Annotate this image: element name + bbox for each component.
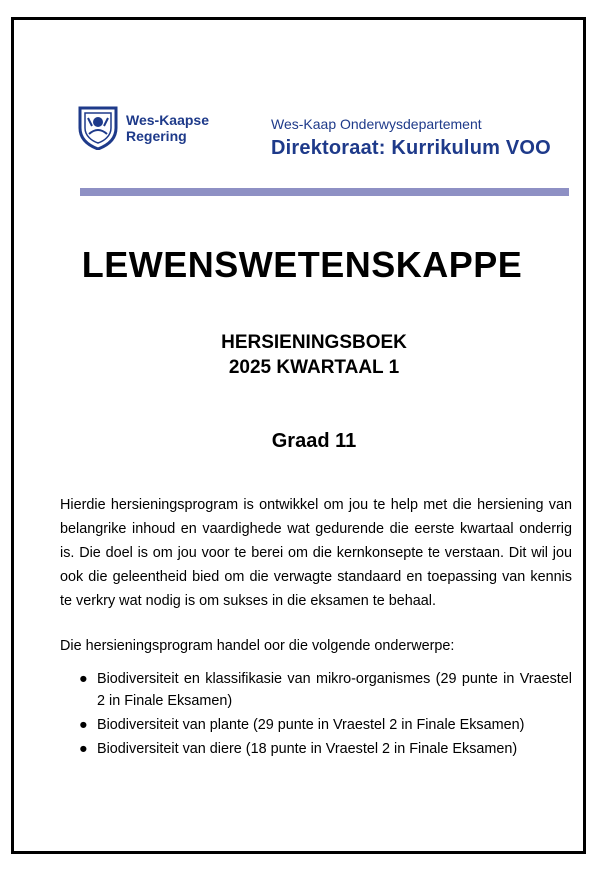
logo-text (126, 112, 209, 144)
coat-of-arms-icon (76, 104, 120, 150)
topics-intro: Die hersieningsprogram handel oor die volgende onderwerpe: (60, 638, 455, 654)
topics-list (60, 668, 572, 762)
topic-text: Biodiversiteit van plante (29 punte in Vraestel 2 in Finale Eksamen) (97, 717, 525, 733)
subtitle-line1: HERSIENINGSBOEK (221, 332, 407, 353)
list-item (60, 714, 572, 736)
directorate-name: Direktoraat: Kurrikulum VOO (271, 137, 551, 159)
bullet-icon: ● (79, 741, 88, 757)
grade-label: Graad 11 (271, 430, 357, 452)
logo-text-line2: Regering (126, 128, 187, 144)
header-divider (80, 188, 569, 196)
logo-text-line1: Wes-Kaapse (126, 112, 210, 128)
intro-paragraph: Hierdie hersieningsprogram is ontwikkel om jou te help met die hersiening van belangrike inhoud en vaardighede wat gedurende die eerste kwartaal onderrig is. Die doel is om jou voor te berei om die kernkonsepte te verstaan. Dit wil jou ook die geleentheid bied om die verwagte standaard en toepassing van kennis te verkry wat nodig is om sukses in die eksamen te behaal. (60, 497, 572, 609)
list-item (60, 738, 572, 760)
department-name: Wes-Kaap Onderwysdepartement (271, 116, 482, 132)
bullet-icon: ● (79, 717, 88, 733)
document-title: LEWENSWETENSKAPPE (81, 244, 523, 285)
topic-text: Biodiversiteit en klassifikasie van mikro-organismes (29 punte in Vraestel 2 in Finale Eksamen) (97, 671, 572, 709)
bullet-icon: ● (79, 671, 88, 687)
list-item (60, 668, 572, 712)
topic-text: Biodiversiteit van diere (18 punte in Vraestel 2 in Finale Eksamen) (97, 741, 518, 757)
subtitle-line2: 2025 KWARTAAL 1 (228, 357, 400, 378)
